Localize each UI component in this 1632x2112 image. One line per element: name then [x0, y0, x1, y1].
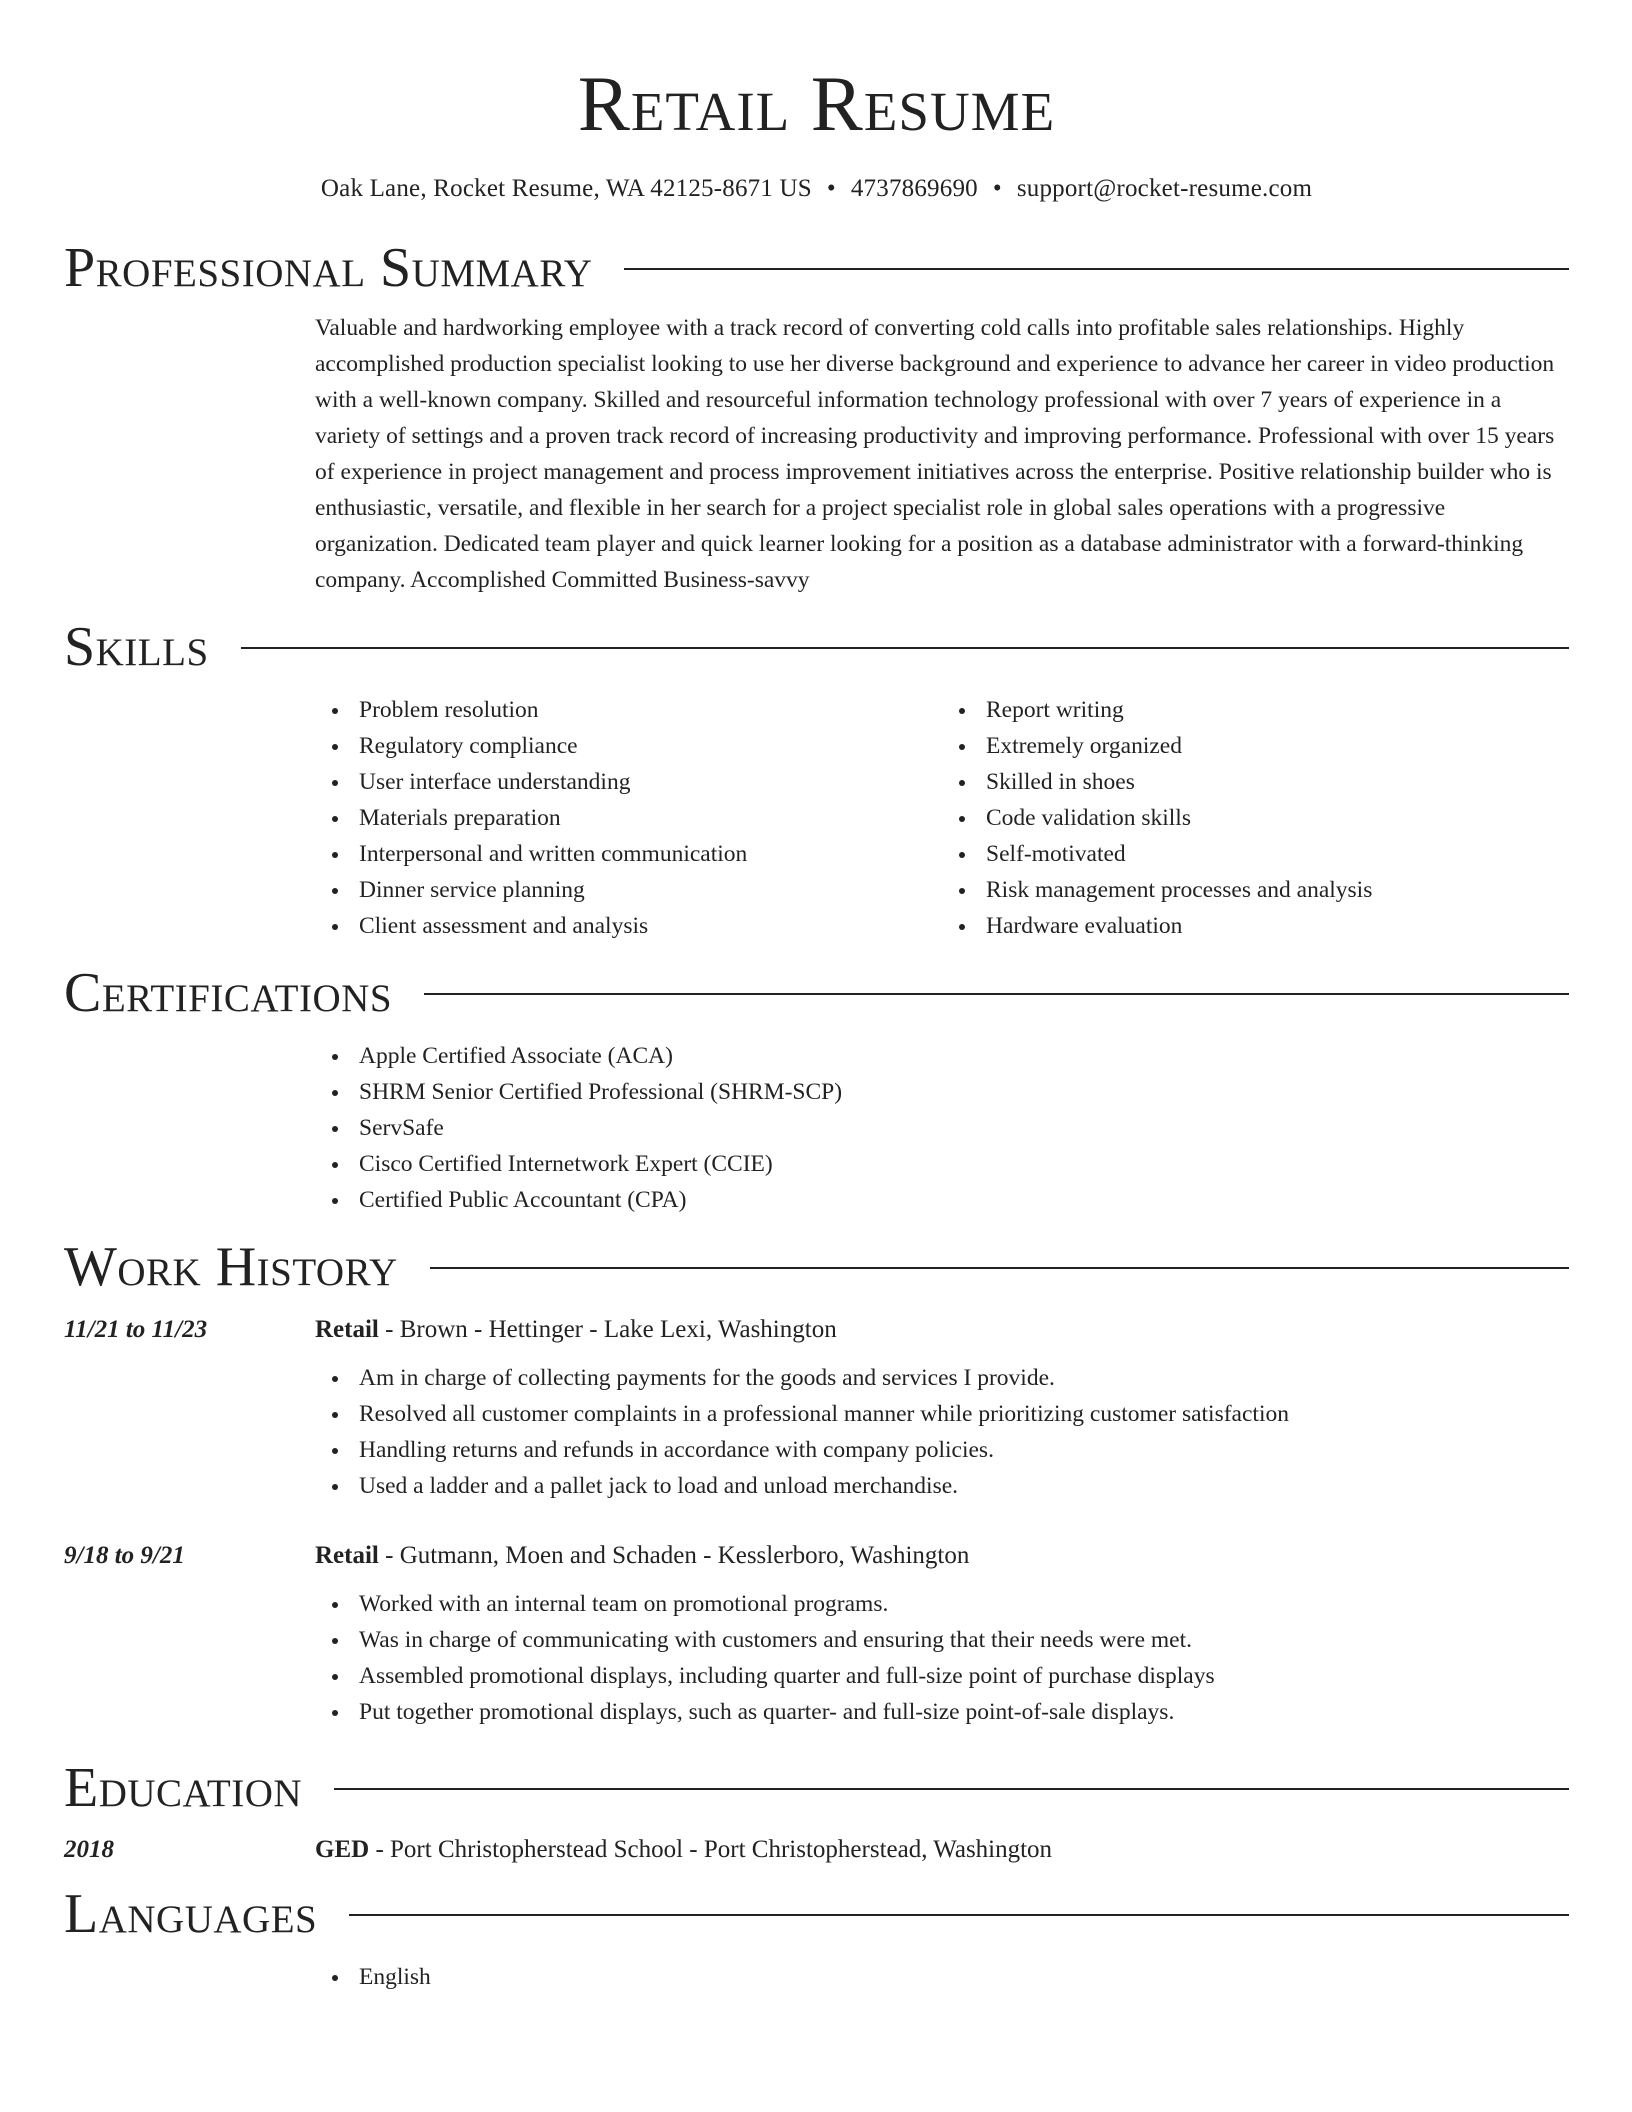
job-bullets	[315, 1360, 1569, 1504]
skill-item: Interpersonal and written communication	[359, 836, 942, 872]
certifications-list	[315, 1038, 1569, 1218]
job-bullet: Handling returns and refunds in accordance with company policies.	[359, 1432, 1569, 1468]
skills-list-right	[942, 692, 1569, 944]
summary-text: Valuable and hardworking employee with a track record of converting cold calls into profitable sales relationships. Highly accomplished production specialist looking to use her diverse background and experience to advance her career in video production with a well-known company. Skilled and resourceful information technology professional with over 7 years of experience in a variety of settings and a proven track record of increasing productivity and improving performance. Professional with over 15 years of experience in project management and process improvement initiatives across the enterprise. Positive relationship builder who is enthusiastic, versatile, and flexible in her search for a project specialist role in global sales operations with a progressive organization. Dedicated team player and quick learner looking for a position as a database administrator with a forward-thinking company. Accomplished Committed Business-savvy	[315, 315, 1555, 593]
job-details: - Brown - Hettinger - Lake Lexi, Washington	[378, 1316, 837, 1343]
skill-item: Client assessment and analysis	[359, 908, 942, 944]
certifications-content	[315, 1038, 1569, 1218]
skills-heading: Skills	[64, 616, 209, 678]
job-bullet: Used a ladder and a pallet jack to load and unload merchandise.	[359, 1468, 1569, 1504]
skill-item: Extremely organized	[986, 728, 1569, 764]
education-degree: GED	[315, 1836, 370, 1863]
job-entry	[64, 1315, 1569, 1345]
education-section-header	[64, 1757, 1569, 1819]
certifications-divider	[424, 993, 1569, 995]
separator-1: •	[826, 175, 836, 202]
email[interactable]: support@rocket-resume.com	[1016, 175, 1313, 202]
languages-content	[315, 1959, 1569, 1995]
certifications-section-header	[64, 962, 1569, 1024]
certification-item: ServSafe	[359, 1110, 1569, 1146]
work-divider	[430, 1267, 1569, 1269]
education-details: - Port Christopherstead School - Port Christopherstead, Washington	[369, 1836, 1053, 1863]
education-divider	[334, 1788, 1569, 1790]
job-title: Retail	[315, 1316, 379, 1343]
languages-section-header	[64, 1883, 1569, 1945]
summary-divider	[624, 268, 1569, 270]
work-section-header	[64, 1236, 1569, 1298]
contact-line	[64, 174, 1569, 204]
education-description	[315, 1835, 1052, 1865]
job-description	[315, 1315, 837, 1345]
skill-item: Dinner service planning	[359, 872, 942, 908]
job-bullet: Resolved all customer complaints in a professional manner while prioritizing customer satisfaction	[359, 1396, 1569, 1432]
certification-item: Cisco Certified Internetwork Expert (CCIE)	[359, 1146, 1569, 1182]
skills-list-left	[315, 692, 942, 944]
summary-content	[315, 310, 1569, 598]
certifications-heading: Certifications	[64, 962, 393, 1024]
job-bullets	[315, 1586, 1569, 1730]
skill-item: Materials preparation	[359, 800, 942, 836]
job-bullet-list	[315, 1586, 1569, 1730]
work-heading: Work History	[64, 1236, 398, 1298]
job-bullet: Was in charge of communicating with customers and ensuring that their needs were met.	[359, 1622, 1569, 1658]
job-entry	[64, 1541, 1569, 1571]
job-title: Retail	[315, 1542, 379, 1569]
skill-item: Code validation skills	[986, 800, 1569, 836]
languages-list	[315, 1959, 1569, 1995]
skills-content	[315, 692, 1569, 944]
resume-title: Retail Resume	[577, 60, 1056, 147]
education-heading: Education	[64, 1757, 303, 1819]
languages-heading: Languages	[64, 1883, 318, 1945]
skills-section-header	[64, 616, 1569, 678]
skill-item: Risk management processes and analysis	[986, 872, 1569, 908]
job-description	[315, 1541, 969, 1571]
job-bullet: Worked with an internal team on promotional programs.	[359, 1586, 1569, 1622]
job-details: - Gutmann, Moen and Schaden - Kesslerboro, Washington	[378, 1542, 970, 1569]
job-dates: 11/21 to 11/23	[64, 1316, 208, 1343]
summary-heading: Professional Summary	[64, 237, 593, 299]
skill-item: Self-motivated	[986, 836, 1569, 872]
certification-item: Certified Public Accountant (CPA)	[359, 1182, 1569, 1218]
separator-2: •	[992, 175, 1002, 202]
education-entry	[64, 1835, 1569, 1865]
skill-item: Regulatory compliance	[359, 728, 942, 764]
skill-item: Problem resolution	[359, 692, 942, 728]
summary-section-header	[64, 237, 1569, 299]
education-year: 2018	[64, 1836, 114, 1863]
job-bullet-list	[315, 1360, 1569, 1504]
address: Oak Lane, Rocket Resume, WA 42125-8671 US	[320, 175, 812, 202]
job-bullet: Assembled promotional displays, including quarter and full-size point of purchase displays	[359, 1658, 1569, 1694]
skill-item: Hardware evaluation	[986, 908, 1569, 944]
job-bullet: Am in charge of collecting payments for the goods and services I provide.	[359, 1360, 1569, 1396]
skill-item: User interface understanding	[359, 764, 942, 800]
skill-item: Report writing	[986, 692, 1569, 728]
skills-divider	[241, 647, 1569, 649]
certification-item: Apple Certified Associate (ACA)	[359, 1038, 1569, 1074]
phone: 4737869690	[850, 175, 978, 202]
languages-divider	[349, 1914, 1569, 1916]
job-bullet: Put together promotional displays, such as quarter- and full-size point-of-sale displays.	[359, 1694, 1569, 1730]
certification-item: SHRM Senior Certified Professional (SHRM-SCP)	[359, 1074, 1569, 1110]
language-item: English	[359, 1959, 1569, 1995]
skill-item: Skilled in shoes	[986, 764, 1569, 800]
job-dates: 9/18 to 9/21	[64, 1542, 185, 1569]
